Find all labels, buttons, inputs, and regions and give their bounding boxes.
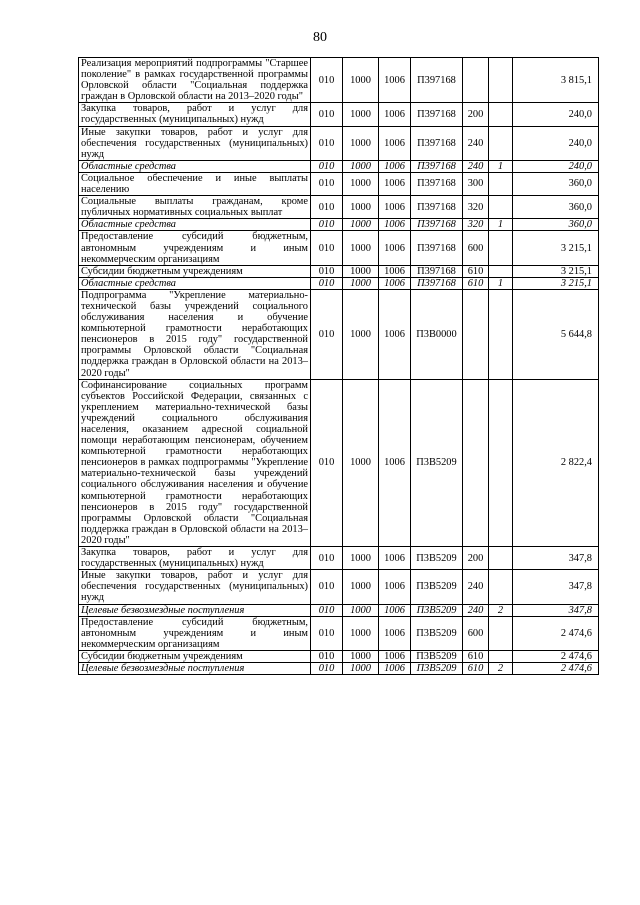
- row-name-cell: Предоставление субсидий бюджетным, автономным учреждениям и иным некоммерческим организациям: [79, 231, 311, 265]
- row-name-cell: Целевые безвозмездные поступления: [79, 662, 311, 674]
- target-article-cell: П397168: [411, 196, 463, 219]
- subsection-code-cell: 1006: [379, 219, 411, 231]
- table-row: [79, 616, 599, 650]
- row-name-cell: Областные средства: [79, 160, 311, 172]
- row-name-cell: Подпрограмма "Укрепление материально-технической базы учреждений социального обслуживания населения и обучение компьютерной грамотности неработающих пенсионеров в 2015 году" государственной программы Орловской области "Социальная поддержка граждан в Орловской области на 2013–2020 годы": [79, 289, 311, 379]
- amount-cell: 347,8: [513, 570, 599, 604]
- amount-cell: 5 644,8: [513, 289, 599, 379]
- row-name-cell: Предоставление субсидий бюджетным, автономным учреждениям и иным некоммерческим организациям: [79, 616, 311, 650]
- row-name-cell: Субсидии бюджетным учреждениям: [79, 265, 311, 277]
- row-name-cell: Социальные выплаты гражданам, кроме публичных нормативных социальных выплат: [79, 196, 311, 219]
- subsection-code-cell: 1006: [379, 265, 411, 277]
- row-name-cell: Целевые безвозмездные поступления: [79, 604, 311, 616]
- section-code-cell: 1000: [343, 650, 379, 662]
- subsection-code-cell: 1006: [379, 126, 411, 160]
- expense-type-cell: 610: [463, 650, 489, 662]
- amount-cell: 2 474,6: [513, 650, 599, 662]
- section-code-cell: 1000: [343, 231, 379, 265]
- expense-type-cell: 610: [463, 265, 489, 277]
- table-row: [79, 103, 599, 126]
- subsection-code-cell: 1006: [379, 172, 411, 195]
- expense-type-cell: 240: [463, 126, 489, 160]
- ministry-code-cell: 010: [311, 570, 343, 604]
- expense-type-cell: 240: [463, 604, 489, 616]
- expense-type-cell: 600: [463, 231, 489, 265]
- subsection-code-cell: 1006: [379, 160, 411, 172]
- funding-source-cell: [489, 289, 513, 379]
- subsection-code-cell: 1006: [379, 379, 411, 546]
- page-number: 80: [313, 30, 327, 45]
- budget-table-body: [79, 58, 599, 675]
- target-article-cell: П397168: [411, 172, 463, 195]
- row-name-cell: Социальное обеспечение и иные выплаты населению: [79, 172, 311, 195]
- table-row: [79, 160, 599, 172]
- row-name-cell: Иные закупки товаров, работ и услуг для обеспечения государственных (муниципальных) нужд: [79, 570, 311, 604]
- ministry-code-cell: 010: [311, 662, 343, 674]
- funding-source-cell: 2: [489, 604, 513, 616]
- target-article-cell: П3В5209: [411, 547, 463, 570]
- target-article-cell: П397168: [411, 58, 463, 103]
- section-code-cell: 1000: [343, 172, 379, 195]
- expense-type-cell: 200: [463, 547, 489, 570]
- section-code-cell: 1000: [343, 662, 379, 674]
- ministry-code-cell: 010: [311, 172, 343, 195]
- amount-cell: 240,0: [513, 160, 599, 172]
- amount-cell: 2 474,6: [513, 662, 599, 674]
- target-article-cell: П397168: [411, 219, 463, 231]
- ministry-code-cell: 010: [311, 277, 343, 289]
- target-article-cell: П397168: [411, 103, 463, 126]
- section-code-cell: 1000: [343, 265, 379, 277]
- section-code-cell: 1000: [343, 604, 379, 616]
- section-code-cell: 1000: [343, 196, 379, 219]
- ministry-code-cell: 010: [311, 126, 343, 160]
- section-code-cell: 1000: [343, 103, 379, 126]
- amount-cell: 3 815,1: [513, 58, 599, 103]
- expense-type-cell: 200: [463, 103, 489, 126]
- expense-type-cell: 610: [463, 662, 489, 674]
- table-row: [79, 662, 599, 674]
- ministry-code-cell: 010: [311, 196, 343, 219]
- funding-source-cell: 2: [489, 662, 513, 674]
- subsection-code-cell: 1006: [379, 604, 411, 616]
- table-row: [79, 231, 599, 265]
- ministry-code-cell: 010: [311, 289, 343, 379]
- funding-source-cell: [489, 547, 513, 570]
- expense-type-cell: 320: [463, 196, 489, 219]
- target-article-cell: П397168: [411, 277, 463, 289]
- subsection-code-cell: 1006: [379, 547, 411, 570]
- section-code-cell: 1000: [343, 616, 379, 650]
- subsection-code-cell: 1006: [379, 616, 411, 650]
- table-row: [79, 650, 599, 662]
- expense-type-cell: 240: [463, 160, 489, 172]
- section-code-cell: 1000: [343, 277, 379, 289]
- target-article-cell: П3В5209: [411, 570, 463, 604]
- section-code-cell: 1000: [343, 126, 379, 160]
- target-article-cell: П3В5209: [411, 650, 463, 662]
- amount-cell: 240,0: [513, 103, 599, 126]
- ministry-code-cell: 010: [311, 379, 343, 546]
- funding-source-cell: [489, 126, 513, 160]
- target-article-cell: П3В5209: [411, 604, 463, 616]
- target-article-cell: П397168: [411, 265, 463, 277]
- subsection-code-cell: 1006: [379, 289, 411, 379]
- section-code-cell: 1000: [343, 570, 379, 604]
- row-name-cell: Областные средства: [79, 277, 311, 289]
- table-row: [79, 219, 599, 231]
- expense-type-cell: [463, 379, 489, 546]
- expense-type-cell: 600: [463, 616, 489, 650]
- subsection-code-cell: 1006: [379, 196, 411, 219]
- ministry-code-cell: 010: [311, 604, 343, 616]
- funding-source-cell: [489, 172, 513, 195]
- table-row: [79, 547, 599, 570]
- amount-cell: 3 215,1: [513, 231, 599, 265]
- table-row: [79, 196, 599, 219]
- row-name-cell: Областные средства: [79, 219, 311, 231]
- row-name-cell: Закупка товаров, работ и услуг для государственных (муниципальных) нужд: [79, 103, 311, 126]
- funding-source-cell: [489, 616, 513, 650]
- expense-type-cell: [463, 289, 489, 379]
- row-name-cell: Иные закупки товаров, работ и услуг для обеспечения государственных (муниципальных) нужд: [79, 126, 311, 160]
- row-name-cell: Софинансирование социальных программ субъектов Российской Федерации, связанных с укреплением материально-технической базы учреждений социального обслуживания населения, оказанием адресной социальной помощи неработающим пенсионерам, обучением компьютерной грамотности неработающих пенсионеров в рамках подпрограммы "Укрепление материально-технической базы учреждений социального обслуживания населения и обучение компьютерной грамотности неработающих пенсионеров в 2015 году" государственной программы Орловской области "Социальная поддержка граждан в Орловской области на 2013–2020 годы": [79, 379, 311, 546]
- table-row: [79, 379, 599, 546]
- target-article-cell: П397168: [411, 231, 463, 265]
- subsection-code-cell: 1006: [379, 58, 411, 103]
- funding-source-cell: 1: [489, 160, 513, 172]
- section-code-cell: 1000: [343, 160, 379, 172]
- section-code-cell: 1000: [343, 379, 379, 546]
- section-code-cell: 1000: [343, 58, 379, 103]
- expense-type-cell: 320: [463, 219, 489, 231]
- ministry-code-cell: 010: [311, 547, 343, 570]
- table-row: [79, 172, 599, 195]
- row-name-cell: Закупка товаров, работ и услуг для государственных (муниципальных) нужд: [79, 547, 311, 570]
- ministry-code-cell: 010: [311, 160, 343, 172]
- amount-cell: 360,0: [513, 172, 599, 195]
- amount-cell: 2 474,6: [513, 616, 599, 650]
- ministry-code-cell: 010: [311, 650, 343, 662]
- target-article-cell: П3В5209: [411, 379, 463, 546]
- ministry-code-cell: 010: [311, 103, 343, 126]
- funding-source-cell: [489, 650, 513, 662]
- funding-source-cell: 1: [489, 277, 513, 289]
- expense-type-cell: 240: [463, 570, 489, 604]
- funding-source-cell: [489, 265, 513, 277]
- funding-source-cell: 1: [489, 219, 513, 231]
- table-row: [79, 58, 599, 103]
- expense-type-cell: 300: [463, 172, 489, 195]
- table-row: [79, 126, 599, 160]
- row-name-cell: Реализация мероприятий подпрограммы "Старшее поколение" в рамках государственной программы Орловской области "Социальная поддержка граждан в Орловской области на 2013–2020 годы": [79, 58, 311, 103]
- table-row: [79, 277, 599, 289]
- subsection-code-cell: 1006: [379, 231, 411, 265]
- target-article-cell: П397168: [411, 126, 463, 160]
- target-article-cell: П3В5209: [411, 616, 463, 650]
- section-code-cell: 1000: [343, 289, 379, 379]
- table-row: [79, 289, 599, 379]
- amount-cell: 347,8: [513, 604, 599, 616]
- amount-cell: 347,8: [513, 547, 599, 570]
- ministry-code-cell: 010: [311, 616, 343, 650]
- budget-table: [78, 57, 599, 675]
- table-row: [79, 604, 599, 616]
- amount-cell: 3 215,1: [513, 265, 599, 277]
- target-article-cell: П3В5209: [411, 662, 463, 674]
- subsection-code-cell: 1006: [379, 570, 411, 604]
- amount-cell: 360,0: [513, 196, 599, 219]
- funding-source-cell: [489, 103, 513, 126]
- target-article-cell: П397168: [411, 160, 463, 172]
- funding-source-cell: [489, 379, 513, 546]
- amount-cell: 3 215,1: [513, 277, 599, 289]
- amount-cell: 360,0: [513, 219, 599, 231]
- expense-type-cell: [463, 58, 489, 103]
- row-name-cell: Субсидии бюджетным учреждениям: [79, 650, 311, 662]
- table-row: [79, 265, 599, 277]
- funding-source-cell: [489, 231, 513, 265]
- ministry-code-cell: 010: [311, 219, 343, 231]
- subsection-code-cell: 1006: [379, 662, 411, 674]
- amount-cell: 2 822,4: [513, 379, 599, 546]
- subsection-code-cell: 1006: [379, 277, 411, 289]
- funding-source-cell: [489, 570, 513, 604]
- funding-source-cell: [489, 58, 513, 103]
- target-article-cell: П3В0000: [411, 289, 463, 379]
- amount-cell: 240,0: [513, 126, 599, 160]
- funding-source-cell: [489, 196, 513, 219]
- expense-type-cell: 610: [463, 277, 489, 289]
- ministry-code-cell: 010: [311, 265, 343, 277]
- subsection-code-cell: 1006: [379, 103, 411, 126]
- ministry-code-cell: 010: [311, 231, 343, 265]
- subsection-code-cell: 1006: [379, 650, 411, 662]
- table-row: [79, 570, 599, 604]
- section-code-cell: 1000: [343, 547, 379, 570]
- section-code-cell: 1000: [343, 219, 379, 231]
- ministry-code-cell: 010: [311, 58, 343, 103]
